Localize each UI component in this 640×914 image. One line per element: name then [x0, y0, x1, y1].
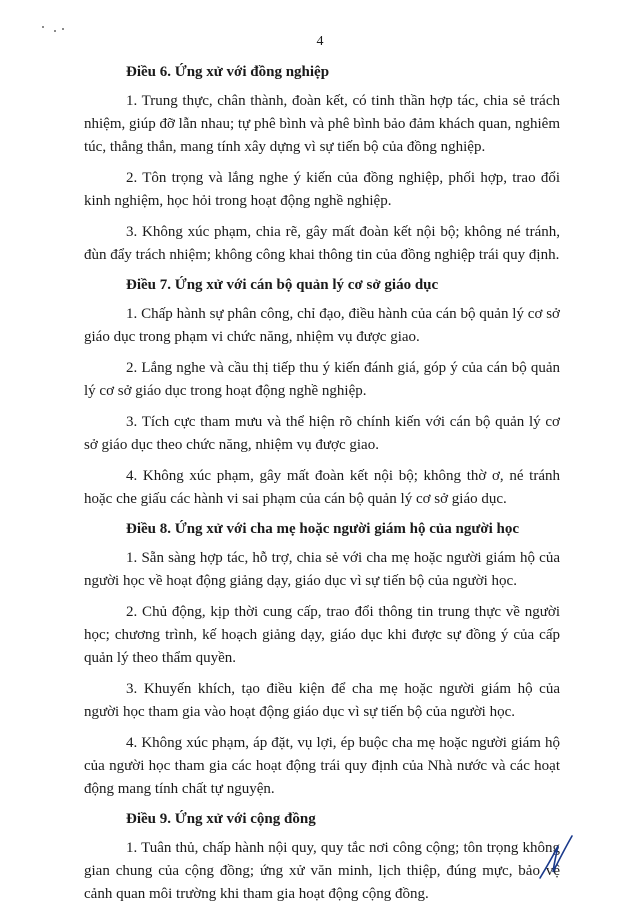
article-7 — [84, 275, 560, 511]
article-paragraph: 1. Trung thực, chân thành, đoàn kết, có tinh thần hợp tác, chia sẻ trách nhiệm, giúp đỡ lẫn nhau; tự phê bình và phê bình bảo đảm khách quan, nghiêm túc, thẳng thắn, mang tính xây dựng vì sự tiến bộ của đồng nghiệp. — [84, 93, 560, 155]
article-paragraph: 4. Không xúc phạm, áp đặt, vụ lợi, ép buộc cha mẹ hoặc người giám hộ của người học tham gia các hoạt động trái quy định của Nhà nước và các hoạt động mang tính chất tự nguyện. — [84, 735, 560, 797]
article-paragraph: 1. Tuân thủ, chấp hành nội quy, quy tắc nơi công cộng; tôn trọng không gian chung của cộng đồng; ứng xử văn minh, lịch thiệp, đúng mực, bảo vệ cảnh quan môi trường khi tham gia hoạt động cộng đồng. — [84, 840, 560, 902]
page-number: 4 — [316, 34, 324, 49]
article-paragraph: 1. Sẵn sàng hợp tác, hỗ trợ, chia sẻ với cha mẹ hoặc người giám hộ của người học về hoạt động giảng dạy, giáo dục vì sự tiến bộ của người học. — [84, 550, 560, 589]
article-9 — [84, 809, 560, 906]
article-paragraph: 3. Khuyến khích, tạo điều kiện để cha mẹ hoặc người giám hộ của người học tham gia vào hoạt động giáo dục vì sự tiến bộ của người học. — [84, 681, 560, 720]
article-paragraph: 3. Tích cực tham mưu và thể hiện rõ chính kiến với cán bộ quản lý cơ sở giáo dục theo chức năng, nhiệm vụ được giao. — [84, 414, 560, 453]
article-8 — [84, 519, 560, 801]
article-paragraph: 2. Chủ động, kịp thời cung cấp, trao đổi thông tin trung thực về người học; chương trình, kế hoạch giảng dạy, giáo dục khi được sự đồng ý của cấp quản lý theo thẩm quyền. — [84, 604, 560, 666]
article-paragraph: 1. Chấp hành sự phân công, chỉ đạo, điều hành của cán bộ quản lý cơ sở giáo dục trong phạm vi chức năng, nhiệm vụ được giao. — [84, 306, 560, 345]
initial-signature-mark — [536, 832, 576, 882]
article-paragraph: 3. Không xúc phạm, chia rẽ, gây mất đoàn kết nội bộ; không né tránh, đùn đẩy trách nhiệm; không công khai thông tin của đồng nghiệp trái quy định. — [84, 224, 560, 263]
article-6 — [84, 62, 560, 267]
article-paragraph: 4. Không xúc phạm, gây mất đoàn kết nội bộ; không thờ ơ, né tránh hoặc che giấu các hành vi sai phạm của cán bộ quản lý cơ sở giáo dục. — [84, 468, 560, 507]
article-heading: Điều 9. Ứng xử với cộng đồng — [126, 811, 316, 827]
scan-speck-marks — [40, 24, 70, 34]
article-paragraph: 2. Tôn trọng và lắng nghe ý kiến của đồng nghiệp, phối hợp, trao đổi kinh nghiệm, học hỏi trong hoạt động nghề nghiệp. — [84, 170, 560, 209]
article-heading: Điều 8. Ứng xử với cha mẹ hoặc người giám hộ của người học — [126, 521, 520, 537]
article-heading: Điều 6. Ứng xử với đồng nghiệp — [126, 64, 330, 80]
article-paragraph: 2. Lắng nghe và cầu thị tiếp thu ý kiến đánh giá, góp ý của cán bộ quản lý cơ sở giáo dục trong hoạt động nghề nghiệp. — [84, 360, 560, 399]
document-body — [84, 62, 560, 914]
article-heading: Điều 7. Ứng xử với cán bộ quản lý cơ sở giáo dục — [126, 277, 439, 293]
